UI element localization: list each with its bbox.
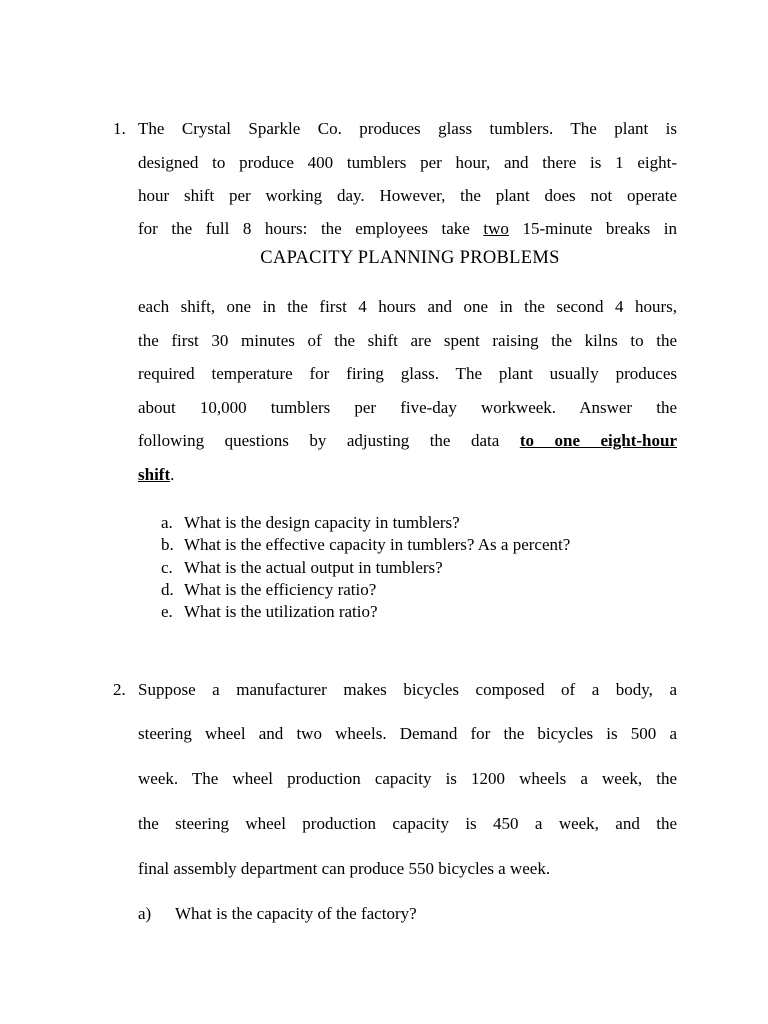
problem-1-line-10 bbox=[138, 465, 677, 485]
line-10-period: . bbox=[170, 465, 175, 484]
question-label: a. bbox=[161, 513, 173, 532]
line-4-text-b: 15-minute breaks in bbox=[508, 219, 678, 238]
problem-1-line-4 bbox=[138, 219, 677, 239]
question-label: e. bbox=[161, 602, 173, 621]
question-text: What is the actual output in tumblers? bbox=[184, 558, 443, 577]
problem-2-line-4: the steering wheel production capacity is 450 a week, and the bbox=[138, 814, 677, 833]
problem-2-line-2: steering wheel and two wheels. Demand for the bicycles is 500 a bbox=[138, 724, 677, 743]
question-label: a) bbox=[138, 904, 152, 923]
problem-1-line-6: the first 30 minutes of the shift are spent raising the kilns to the bbox=[138, 331, 677, 350]
problem-1-line-3: hour shift per working day. However, the plant does not operate bbox=[138, 186, 677, 205]
question-text: What is the utilization ratio? bbox=[184, 602, 378, 621]
line-9-text: following questions by adjusting the data bbox=[138, 431, 520, 450]
page-title: CAPACITY PLANNING PROBLEMS bbox=[260, 248, 560, 268]
problem-1-line-1: The Crystal Sparkle Co. produces glass tumblers. The plant is bbox=[138, 119, 677, 138]
problem-1-number: 1. bbox=[113, 119, 126, 138]
question-label: c. bbox=[161, 558, 173, 577]
bold-underlined-phrase: to one eight-hour bbox=[519, 431, 677, 450]
question-label: b. bbox=[161, 535, 174, 554]
question-text: What is the capacity of the factory? bbox=[175, 904, 417, 923]
problem-1-line-2: designed to produce 400 tumblers per hour, and there is 1 eight- bbox=[138, 153, 677, 172]
question-text: What is the efficiency ratio? bbox=[184, 580, 377, 599]
question-text: What is the effective capacity in tumblers? As a percent? bbox=[184, 535, 571, 554]
line-4-text-a: for the full 8 hours: the employees take bbox=[138, 219, 484, 238]
problem-2-line-1: Suppose a manufacturer makes bicycles composed of a body, a bbox=[138, 680, 677, 699]
question-label: d. bbox=[161, 580, 174, 599]
problem-1-line-9 bbox=[138, 431, 677, 451]
question-text: What is the design capacity in tumblers? bbox=[184, 513, 460, 532]
problem-2-number: 2. bbox=[113, 680, 126, 699]
underlined-word: two bbox=[483, 219, 509, 238]
problem-2-line-5: final assembly department can produce 550 bicycles a week. bbox=[138, 859, 551, 878]
problem-1-line-5: each shift, one in the first 4 hours and one in the second 4 hours, bbox=[138, 297, 677, 316]
problem-1-line-8: about 10,000 tumblers per five-day workweek. Answer the bbox=[138, 398, 677, 417]
problem-2-line-3: week. The wheel production capacity is 1200 wheels a week, the bbox=[138, 769, 677, 788]
bold-underlined-word: shift bbox=[138, 465, 171, 484]
problem-1-line-7: required temperature for firing glass. The plant usually produces bbox=[138, 364, 677, 383]
